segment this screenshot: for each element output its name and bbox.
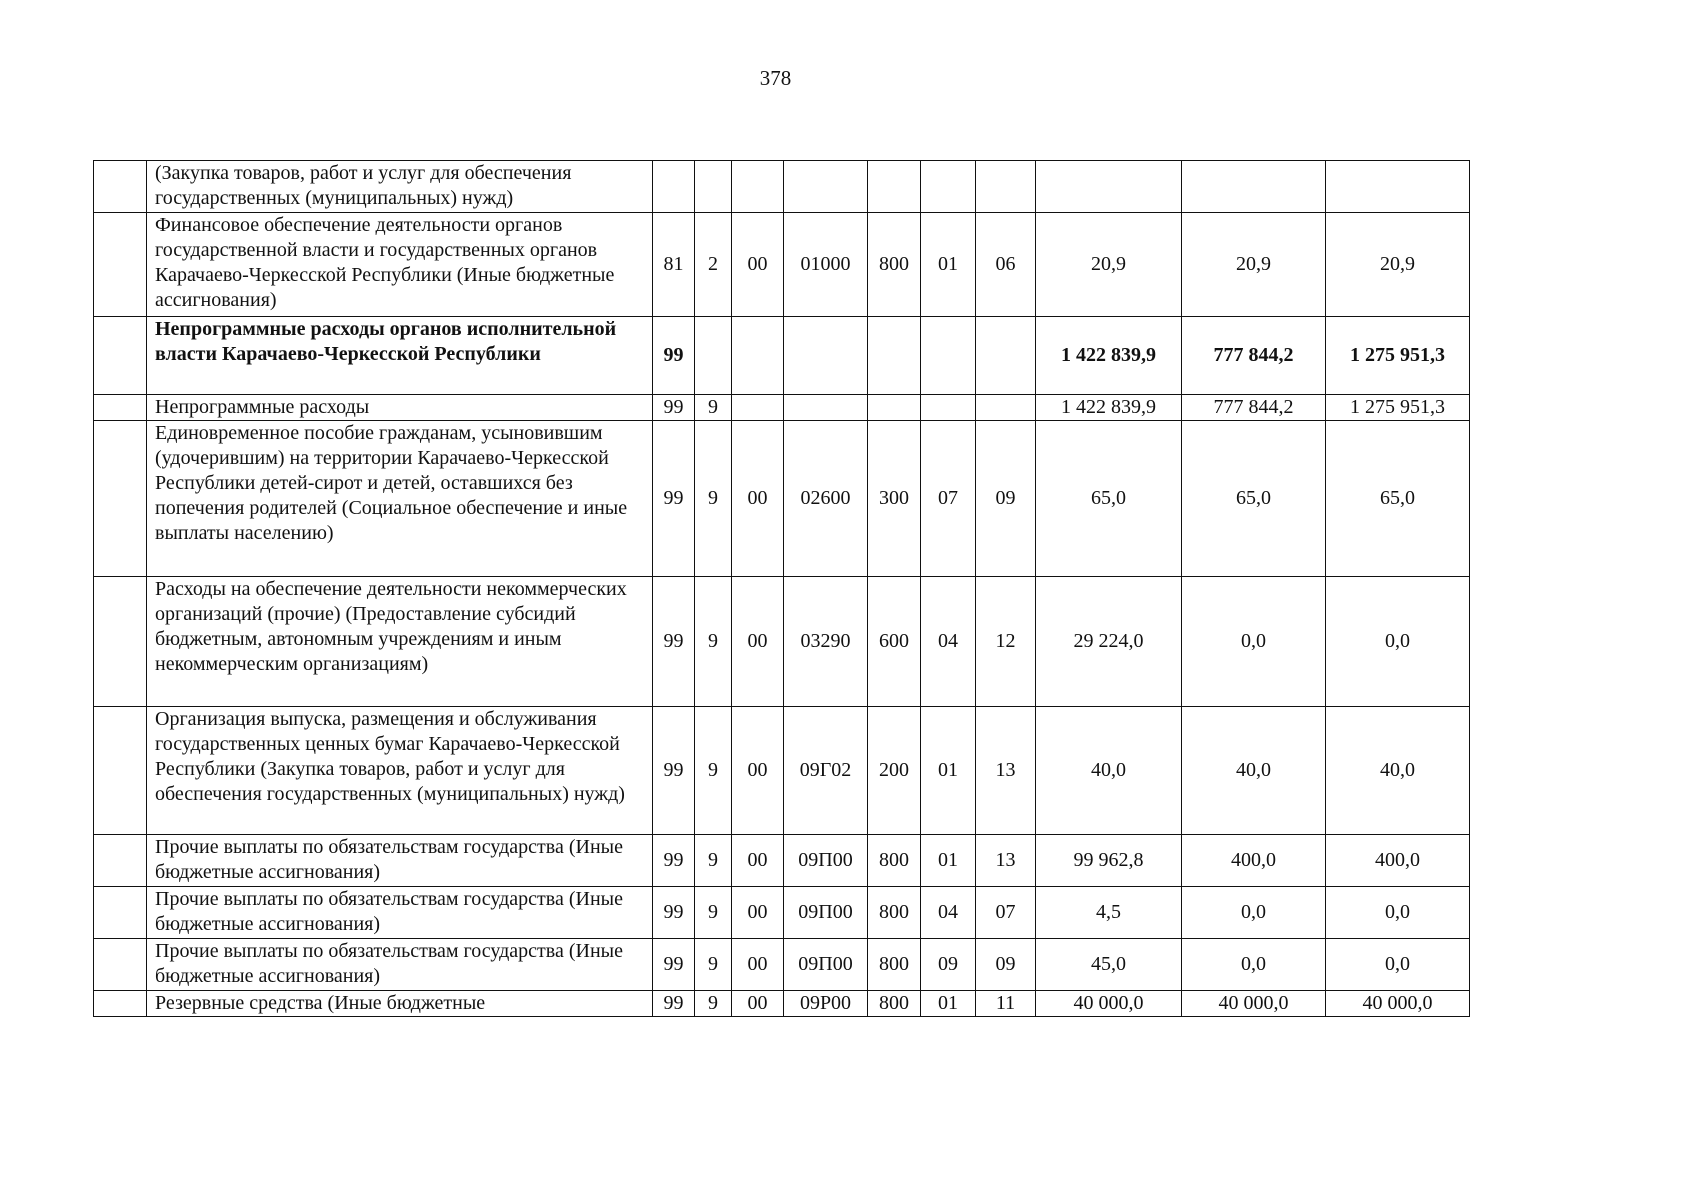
table-row (94, 213, 1470, 317)
table-row (94, 421, 1470, 577)
code-subsection-cell: 06 (976, 213, 1036, 317)
amount-year-3-cell: 65,0 (1326, 421, 1470, 577)
code-program-cell: 9 (695, 887, 732, 939)
description-cell: Прочие выплаты по обязательствам государства (Иные бюджетные ассигнования) (147, 835, 653, 887)
description-cell: Прочие выплаты по обязательствам государства (Иные бюджетные ассигнования) (147, 887, 653, 939)
description-cell: Организация выпуска, размещения и обслуживания государственных ценных бумаг Карачаево-Черкесской Республики (Закупка товаров, работ и услуг для обеспечения государственных (муниципальных) нужд) (147, 707, 653, 835)
code-section-cell (921, 161, 976, 213)
code-section-cell: 04 (921, 887, 976, 939)
table-row (94, 835, 1470, 887)
code-direction-cell: 01000 (784, 213, 868, 317)
code-subprogram-cell: 00 (732, 707, 784, 835)
description-cell: Расходы на обеспечение деятельности некоммерческих организаций (прочие) (Предоставление субсидий бюджетным, автономным учреждениям и иным некоммерческим организациям) (147, 577, 653, 707)
amount-year-2-cell: 777 844,2 (1182, 395, 1326, 421)
code-program-cell: 9 (695, 421, 732, 577)
code-section-cell: 01 (921, 991, 976, 1017)
code-admin-cell: 99 (653, 395, 695, 421)
code-subprogram-cell (732, 395, 784, 421)
code-direction-cell (784, 317, 868, 395)
amount-year-2-cell: 777 844,2 (1182, 317, 1326, 395)
amount-year-1-cell: 29 224,0 (1036, 577, 1182, 707)
code-program-cell: 9 (695, 577, 732, 707)
code-program-cell: 9 (695, 939, 732, 991)
amount-year-2-cell (1182, 161, 1326, 213)
code-expense-type-cell: 200 (868, 707, 921, 835)
code-expense-type-cell (868, 395, 921, 421)
code-admin-cell: 99 (653, 887, 695, 939)
amount-year-3-cell: 400,0 (1326, 835, 1470, 887)
code-direction-cell: 02600 (784, 421, 868, 577)
code-subprogram-cell (732, 161, 784, 213)
code-program-cell: 2 (695, 213, 732, 317)
description-cell: Резервные средства (Иные бюджетные (147, 991, 653, 1017)
amount-year-3-cell: 20,9 (1326, 213, 1470, 317)
amount-year-2-cell: 65,0 (1182, 421, 1326, 577)
amount-year-2-cell: 0,0 (1182, 887, 1326, 939)
code-subsection-cell (976, 395, 1036, 421)
description-cell: Непрограммные расходы (147, 395, 653, 421)
code-subsection-cell: 13 (976, 835, 1036, 887)
code-program-cell: 9 (695, 395, 732, 421)
code-section-cell: 01 (921, 213, 976, 317)
amount-year-1-cell: 99 962,8 (1036, 835, 1182, 887)
row-number-cell (94, 213, 147, 317)
amount-year-3-cell: 40,0 (1326, 707, 1470, 835)
amount-year-1-cell: 65,0 (1036, 421, 1182, 577)
code-program-cell: 9 (695, 707, 732, 835)
code-direction-cell (784, 395, 868, 421)
page-number: 378 (759, 66, 792, 90)
code-direction-cell: 09П00 (784, 835, 868, 887)
code-direction-cell: 09Р00 (784, 991, 868, 1017)
row-number-cell (94, 577, 147, 707)
row-number-cell (94, 939, 147, 991)
code-section-cell: 09 (921, 939, 976, 991)
table-row (94, 707, 1470, 835)
code-section-cell: 07 (921, 421, 976, 577)
code-expense-type-cell: 300 (868, 421, 921, 577)
code-direction-cell: 09П00 (784, 887, 868, 939)
code-admin-cell: 99 (653, 835, 695, 887)
description-cell: (Закупка товаров, работ и услуг для обеспечения государственных (муниципальных) нужд) (147, 161, 653, 213)
code-admin-cell: 99 (653, 707, 695, 835)
code-expense-type-cell (868, 161, 921, 213)
row-number-cell (94, 421, 147, 577)
amount-year-3-cell: 1 275 951,3 (1326, 317, 1470, 395)
code-subprogram-cell: 00 (732, 887, 784, 939)
table-row (94, 939, 1470, 991)
code-subsection-cell: 09 (976, 421, 1036, 577)
code-direction-cell: 09Г02 (784, 707, 868, 835)
code-subprogram-cell: 00 (732, 939, 784, 991)
table-row (94, 991, 1470, 1017)
table-row (94, 395, 1470, 421)
code-program-cell: 9 (695, 835, 732, 887)
code-subsection-cell: 11 (976, 991, 1036, 1017)
code-section-cell: 01 (921, 835, 976, 887)
table-row (94, 317, 1470, 395)
amount-year-1-cell: 45,0 (1036, 939, 1182, 991)
amount-year-1-cell (1036, 161, 1182, 213)
table-row (94, 577, 1470, 707)
amount-year-3-cell: 1 275 951,3 (1326, 395, 1470, 421)
code-direction-cell: 03290 (784, 577, 868, 707)
code-subprogram-cell: 00 (732, 991, 784, 1017)
table-row (94, 161, 1470, 213)
amount-year-2-cell: 0,0 (1182, 939, 1326, 991)
amount-year-3-cell: 0,0 (1326, 887, 1470, 939)
code-subprogram-cell: 00 (732, 835, 784, 887)
amount-year-2-cell: 0,0 (1182, 577, 1326, 707)
row-number-cell (94, 317, 147, 395)
code-admin-cell: 99 (653, 939, 695, 991)
code-direction-cell: 09П00 (784, 939, 868, 991)
code-admin-cell: 99 (653, 421, 695, 577)
description-cell: Непрограммные расходы органов исполнительной власти Карачаево-Черкесской Республики (147, 317, 653, 395)
code-section-cell: 01 (921, 707, 976, 835)
amount-year-1-cell: 40 000,0 (1036, 991, 1182, 1017)
amount-year-2-cell: 40 000,0 (1182, 991, 1326, 1017)
amount-year-2-cell: 400,0 (1182, 835, 1326, 887)
code-subprogram-cell: 00 (732, 213, 784, 317)
description-cell: Прочие выплаты по обязательствам государства (Иные бюджетные ассигнования) (147, 939, 653, 991)
row-number-cell (94, 395, 147, 421)
code-subprogram-cell: 00 (732, 421, 784, 577)
code-program-cell (695, 161, 732, 213)
amount-year-1-cell: 1 422 839,9 (1036, 395, 1182, 421)
row-number-cell (94, 835, 147, 887)
amount-year-3-cell: 40 000,0 (1326, 991, 1470, 1017)
code-section-cell: 04 (921, 577, 976, 707)
row-number-cell (94, 707, 147, 835)
amount-year-3-cell: 0,0 (1326, 939, 1470, 991)
code-subsection-cell (976, 317, 1036, 395)
row-number-cell (94, 161, 147, 213)
amount-year-2-cell: 40,0 (1182, 707, 1326, 835)
code-admin-cell: 81 (653, 213, 695, 317)
code-expense-type-cell (868, 317, 921, 395)
code-expense-type-cell: 800 (868, 939, 921, 991)
amount-year-3-cell (1326, 161, 1470, 213)
amount-year-1-cell: 20,9 (1036, 213, 1182, 317)
code-program-cell (695, 317, 732, 395)
code-subsection-cell: 12 (976, 577, 1036, 707)
amount-year-2-cell: 20,9 (1182, 213, 1326, 317)
table-row (94, 887, 1470, 939)
code-section-cell (921, 317, 976, 395)
code-admin-cell: 99 (653, 577, 695, 707)
code-admin-cell: 99 (653, 317, 695, 395)
code-admin-cell: 99 (653, 991, 695, 1017)
code-subsection-cell: 07 (976, 887, 1036, 939)
row-number-cell (94, 887, 147, 939)
code-expense-type-cell: 600 (868, 577, 921, 707)
amount-year-1-cell: 4,5 (1036, 887, 1182, 939)
code-subprogram-cell (732, 317, 784, 395)
description-cell: Единовременное пособие гражданам, усыновившим (удочерившим) на территории Карачаево-Черкесской Республики детей-сирот и детей, оставшихся без попечения родителей (Социальное обеспечение и иные выплаты населению) (147, 421, 653, 577)
amount-year-1-cell: 40,0 (1036, 707, 1182, 835)
code-expense-type-cell: 800 (868, 835, 921, 887)
code-expense-type-cell: 800 (868, 887, 921, 939)
amount-year-3-cell: 0,0 (1326, 577, 1470, 707)
code-expense-type-cell: 800 (868, 991, 921, 1017)
code-section-cell (921, 395, 976, 421)
budget-table (93, 160, 1470, 1017)
row-number-cell (94, 991, 147, 1017)
description-cell: Финансовое обеспечение деятельности органов государственной власти и государственных органов Карачаево-Черкесской Республики (Иные бюджетные ассигнования) (147, 213, 653, 317)
code-admin-cell (653, 161, 695, 213)
code-direction-cell (784, 161, 868, 213)
code-expense-type-cell: 800 (868, 213, 921, 317)
code-subsection-cell: 13 (976, 707, 1036, 835)
code-program-cell: 9 (695, 991, 732, 1017)
code-subsection-cell: 09 (976, 939, 1036, 991)
code-subsection-cell (976, 161, 1036, 213)
code-subprogram-cell: 00 (732, 577, 784, 707)
amount-year-1-cell: 1 422 839,9 (1036, 317, 1182, 395)
